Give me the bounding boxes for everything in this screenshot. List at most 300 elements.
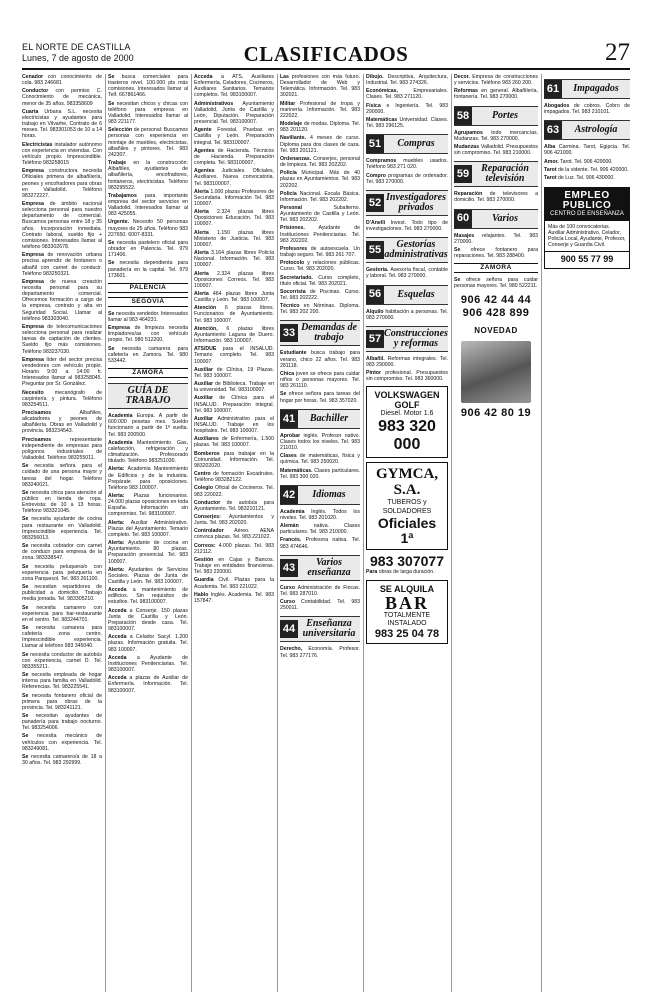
display-ad	[366, 386, 448, 458]
classified-ad: Conductor con permiso C. Conocimiento de mecánica, menor de 35 años. 983358609	[22, 88, 102, 107]
classified-ad: Alerta: Auxiliar Administrativo. Plazas del Ayuntamiento. Temario completo. Tel. 983 100007.	[108, 519, 188, 538]
classifieds-grid	[22, 74, 630, 994]
ad-lead-word: Alerta	[194, 209, 209, 216]
empleo-publico-ad	[544, 187, 630, 269]
classified-ad: Alerta 464 plazas libres Junta Castilla y León. Tel. 983 100007.	[194, 291, 274, 304]
classified-ad: Aprobar inglés. Profesor nativo. Clases todos los niveles. Tel. 983 211010.	[280, 432, 360, 452]
classified-ad: Cuarta Urbana S.L. necesita electricistas y ayudantes para trabajo en Vilvarhe, Contrato de 6 meses. Tel. 983301053 de 10 a 14 horas.	[22, 108, 102, 140]
section-name: Construcciones y reformas	[384, 327, 448, 349]
classified-ad: Reparación de televisores a domicilio. Tel. 983 270000.	[454, 191, 538, 204]
ad-lead-word: Acceda	[108, 675, 127, 682]
classified-ad: Academia Mantenimiento. Gas, calefacción, refrigeración y climatización. Profesorado titulado. Teléfono 983251030.	[108, 439, 188, 465]
section-header	[280, 616, 360, 642]
classified-ad: Empresa líder del sector precisa vendedores con vehículo propio. Horario 9:00 a 14:00 h. Interesados llamar al 983258045. Preguntar por Sr. González.	[22, 356, 102, 388]
section-number: 59	[454, 165, 472, 183]
ad-lead-word: Se	[22, 692, 29, 699]
classified-ad: Se necesita vendedor. Interesados llamar al 983 464231.	[108, 310, 188, 323]
section-name: Idiomas	[312, 488, 346, 500]
city-heading: ZAMORA	[108, 368, 188, 378]
ad-lead-word: Precisamos	[22, 436, 52, 443]
ad-lead-word: Acceda	[108, 654, 127, 661]
classified-ad: Económicas, Empresariales. Clases. Tel. 983 271120.	[366, 88, 448, 101]
display-ad-line: 983 320 000	[378, 418, 436, 454]
ad-lead-word: Centro	[194, 471, 211, 478]
classified-ad: Militar Profesional de tropa y marinería. Información. Tel. 983 222022.	[280, 100, 360, 119]
ad-body: Más de 100 convocatorias. Auxiliar Administrativo, Celador, Policía Local, Ayudante, Profesor, Conserje y Guardia Civil.	[548, 224, 626, 249]
classified-ad: Pintor profesional. Presupuestos sin compromiso. Tel. 983 360000.	[366, 370, 448, 383]
ad-subtitle: CENTRO DE ENSEÑANZA	[550, 211, 624, 218]
display-ad-line: VOLKSWAGEN GOLF	[374, 390, 440, 411]
classified-ad: Se necesita chica para atención al público en tienda de ropa. Entrevista: de 10 a 13 horas. Teléfono 983321045.	[22, 489, 102, 515]
ad-lead-word: Policía	[280, 170, 297, 177]
section-header	[454, 106, 538, 126]
section-header	[366, 285, 448, 305]
classified-ad: Policía Municipal. Más de 40 plazas en Ayuntamientos. Tel. 983 202202.	[280, 170, 360, 189]
classified-ad: Socorrista de Piscinas. Curso. Tel. 983 202222.	[280, 288, 360, 301]
ad-lead-word: Clases	[280, 453, 297, 460]
ad-lead-word: Empresa	[22, 168, 44, 175]
ad-lead-word: Empresa	[22, 200, 44, 207]
ad-lead-word: Reformas	[454, 88, 478, 95]
ad-lead-word: Francés.	[280, 537, 302, 544]
section-number: 58	[454, 107, 472, 125]
section-name: Astrología	[574, 124, 618, 136]
classified-ad: Clases de matemáticas, física y química. Tel. 983 250020.	[280, 453, 360, 466]
classified-ad: Hablo Inglés. Academia. Tel. 983 157847.	[194, 591, 274, 604]
display-ad-line: Oficiales 1ª	[377, 515, 437, 547]
classified-ad: Guardia Civil. Plazas para la Academia. Tel. 983 221022.	[194, 577, 274, 590]
display-ad	[366, 580, 448, 644]
ad-lead-word: Atención,	[194, 325, 218, 332]
ad-lead-word: D'Anelli	[366, 219, 386, 226]
classified-ad: Agrupamos todo mercancías. Mudanzas. Tel. 983 270000.	[454, 129, 538, 142]
ad-lead-word: Se	[280, 391, 287, 398]
classified-ad: Se necesita señora para el cuidado de una persona mayor y tareas del hogar. Teléfono 983240021.	[22, 463, 102, 488]
display-ad-line: 983 25 04 78	[374, 627, 440, 640]
classified-ad: Compro programas de ordenador. Tel. 983 270000.	[366, 172, 448, 185]
classified-ad: Compramos muebles usados. Teléfono 983 271 020.	[366, 158, 448, 171]
column-1	[22, 74, 102, 992]
ad-lead-word: Curso	[280, 584, 295, 591]
classified-ad: Auxiliar de Clínica para el INSALUD. Preparación integral. Tel. 983 100007.	[194, 395, 274, 414]
classified-ad: Trabajamos para importante empresa del sector servicios en Valladolid. Interesados llamar al 983 425055.	[108, 192, 188, 218]
section-number: 55	[366, 241, 384, 259]
classified-ad: Alerta: Plazas funcionarios. 24.000 plazas oposiciones en toda España. Información sin compromiso. Tel. 983100007.	[108, 492, 188, 518]
classified-ad: Se necesita camarera para cafetería en Zamora. Tel. 980 533442.	[108, 345, 188, 364]
classified-ad: ATS/DUE para el INSALUD. Temario completo. Tel. 983 100007.	[194, 346, 274, 365]
classified-ad: Controlador Aéreo. AENA convoca plazas. Tel. 983 221022.	[194, 528, 274, 541]
ad-lead-word: Alba	[544, 144, 556, 151]
ad-lead-word: Masajes	[454, 232, 475, 239]
section-name: Bachiller	[309, 412, 349, 424]
classified-ad: Cenador con conocimiento de cola. 983 246681	[22, 74, 102, 87]
ad-lead-word: Curso	[280, 599, 295, 606]
ad-lead-word: Matemáticas	[366, 116, 398, 123]
ad-lead-word: Amor.	[544, 158, 559, 165]
ad-lead-word: Técnico	[280, 303, 300, 310]
classified-ad: Amor. Tarot. Tel. 906 429000.	[544, 158, 613, 165]
city-heading: PALENCIA	[108, 283, 188, 293]
section-header	[544, 120, 630, 140]
column-6	[454, 74, 538, 992]
ad-lead-word: Trabajamos	[108, 192, 137, 199]
section-header	[366, 190, 448, 216]
ad-lead-word: Bomberos	[194, 450, 220, 457]
ad-lead-word: Se	[22, 651, 29, 658]
ad-lead-word: Alerta:	[108, 566, 125, 573]
classified-ad: Derecho, Economía. Profesor. Tel. 983 277176.	[280, 646, 360, 659]
section-name: Varios enseñanza	[307, 556, 351, 578]
section-number: 52	[366, 194, 384, 212]
display-ad-line: GYMCA, S.A.	[375, 466, 439, 499]
ad-lead-word: Alerta:	[108, 492, 125, 499]
classified-ad: Conserjes: Ayuntamientos y Junta. Tel. 983 202020.	[194, 514, 274, 527]
ad-lead-word: Auxiliares	[194, 436, 219, 443]
classified-ad: Urgente. Necesito 50 personas mayores de 25 años. Teléfono 983 227650. 6007-8331.	[108, 219, 188, 238]
ad-lead-word: ATS/DUE	[194, 346, 217, 353]
ad-lead-word: Alerta	[194, 188, 209, 195]
ad-lead-word: Profesores	[280, 245, 308, 252]
paper-name: EL NORTE DE CASTILLA	[22, 42, 131, 52]
ad-lead-word: Selección	[108, 127, 133, 134]
ad-lead-word: Tarot	[544, 174, 557, 181]
classified-ad: Se necesita pastelero oficial para obrador en Palencia. Tel. 979 171406.	[108, 239, 188, 259]
ad-lead-word: Agentes	[194, 168, 215, 175]
ad-lead-word: Reparación	[454, 191, 483, 198]
phone-line-ad	[454, 324, 538, 420]
classified-ad: Técnico en Nóminas. Diploma. Tel. 983 202 200.	[280, 303, 360, 316]
ad-lead-word: Auxiliar	[194, 395, 214, 402]
ad-lead-word: Decor.	[454, 74, 470, 80]
section-header	[280, 409, 360, 429]
ad-lead-word: Se	[22, 672, 29, 679]
classified-ad: Las profesiones con más futuro. Desarrollador de Web y Telemática. Información. Tel. 983 302021.	[280, 74, 360, 99]
section-number: 44	[280, 620, 298, 638]
classified-ad: Tarot de la vidente. Tel. 906 420000.	[544, 166, 629, 173]
column-divider	[541, 74, 542, 992]
classified-ad: Bomberos para trabajar en la Comunidad. Información. Tel. 983202020.	[194, 450, 274, 469]
classified-ad: Física e Ingeniería. Tel. 983 290000.	[366, 102, 448, 115]
ad-lead-word: Abogados	[544, 103, 570, 109]
classified-ad: Se necesita conductor de autobús con experiencia, carnet D. Tel. 983355211.	[22, 651, 102, 670]
display-ad-line: TUBEROS y SOLDADORES	[382, 499, 432, 516]
ad-lead-word: Gestión	[194, 556, 214, 563]
section-name: Investigadores privados	[386, 191, 446, 213]
masthead	[22, 6, 630, 72]
ad-lead-word: Se	[454, 277, 461, 284]
classified-ad: Se necesitan ayudantes de panadería para trabajo nocturno. Tel. 983254006.	[22, 713, 102, 732]
ad-lead-word: Alquilo	[366, 308, 384, 315]
ad-lead-word: Modelaje	[280, 121, 303, 128]
section-name: Gestorías administrativas	[384, 239, 448, 261]
ad-lead-word: Económicas,	[366, 88, 399, 95]
phone-number: 906 428 899	[462, 306, 530, 319]
ad-lead-word: Academia	[108, 413, 133, 420]
classified-ad: Naviliante. 4 meses de curso. Diploma para dos clases de caza. Tel. 983 201121.	[280, 135, 360, 154]
section-name: Reparación televisión	[481, 163, 529, 185]
ad-lead-word: Se	[22, 516, 29, 523]
classified-ad: Francés. Profesora nativa. Tel. 983 474646.	[280, 537, 360, 550]
classified-ad: Acceda a Conserje. 150 plazas Junta de Castilla y León. Preparación desde casa. Tel. 983100007.	[108, 607, 188, 633]
section-header	[108, 383, 188, 409]
ad-lead-word: Alerta	[194, 250, 209, 257]
classified-ad: Se necesitan repartidores de publicidad a domicilio. Trabajo media jornada. Tel. 983305210.	[22, 584, 102, 603]
ad-lead-word: Urgente.	[108, 219, 130, 226]
ad-lead-word: Se	[108, 345, 115, 352]
ad-lead-word: Se	[108, 310, 115, 317]
section-name: GUÍA DE TRABAJO	[125, 385, 171, 407]
classified-ad: Se necesita empleada de hogar interna para familia en Valladolid. Referencias. Tel. 983225541.	[22, 672, 102, 691]
classified-ad: Administrativos Ayuntamiento Valladolid, Junta de Castilla y León, Diputación. Preparación presencial. Tel. 983100007.	[194, 100, 274, 126]
classified-ad: Auxiliar de Clínica, 19 Plazas. Tel. 983 100007.	[194, 366, 274, 379]
phone-number: 906 42 44 44	[460, 293, 532, 306]
ad-lead-word: Se	[108, 100, 115, 107]
ad-lead-word: Se	[108, 74, 115, 80]
ad-lead-word: Acceda	[108, 634, 127, 641]
ad-lead-word: Alemán	[280, 523, 299, 530]
ad-lead-word: Se	[108, 260, 115, 267]
ad-lead-word: Tarot	[544, 166, 557, 173]
classified-ad: Matemáticas. Clases particulares. Tel. 983 300 020.	[280, 467, 360, 480]
classified-ad: Acceda a Ayudante de Instituciones Penitenciarias. Tel. 983100007.	[108, 654, 188, 674]
section-header	[366, 134, 448, 154]
ad-lead-word: Conductor	[194, 499, 221, 506]
classified-ad: Empresa de nueva creación necesita personal para su departamento comercial. Ofrecemos formación a cargo de la empresa, contrato y alta en Seguridad Social. Llamar al teléfono 983303040.	[22, 278, 102, 322]
section-name: Enseñanza universitaria	[302, 618, 356, 640]
classified-ad: Acceda a mantenimiento de edificios. Sin requisitos de estudios. Tel. 983100007.	[108, 587, 188, 606]
ad-lead-word: Pintor	[366, 370, 381, 377]
classified-ad: Secretariado. Curso completo, título oficial. Tel. 983 202021.	[280, 274, 360, 287]
column-2	[108, 74, 188, 992]
ad-lead-word: Agente	[194, 127, 212, 134]
classified-ad: Agentes de Hacienda. Técnicos de Hacienda. Preparación completa. Tel. 983100007.	[194, 147, 274, 167]
ad-lead-word: Academia	[280, 508, 305, 515]
ad-heading: NOVEDAD	[474, 325, 518, 335]
classified-ad: Se ofrece fontanero para reparaciones. Tel. 983 288400.	[454, 246, 538, 260]
section-title: CLASIFICADOS	[243, 42, 409, 66]
ad-lead-word: Agentes	[194, 147, 215, 154]
ad-lead-word: Albañil.	[366, 355, 385, 362]
ad-lead-word: Dibujo.	[366, 74, 384, 80]
classified-ad: Se ofrece señora para cuidar personas mayores. Tel. 980 522211.	[454, 277, 538, 290]
ad-lead-word: Conductor	[22, 88, 49, 95]
ad-lead-word: Cuarta	[22, 108, 39, 115]
classified-ad: Colegio Oficial de Cocineros. Tel. 983 220022.	[194, 485, 274, 498]
section-header	[280, 485, 360, 505]
classified-ad: Se necesita dependienta para panadería en la capital. Tel. 979 173601.	[108, 260, 188, 279]
classified-ad: Decor. Empresa de construcciones y servicios. Teléfono 983 260 200.	[454, 74, 538, 87]
ad-lead-word: Empresa	[108, 325, 130, 332]
section-number: 60	[454, 210, 472, 228]
ad-lead-word: Electricistas	[22, 141, 53, 148]
ad-lead-word: Auxiliar	[194, 415, 214, 422]
classified-ad: Empresa de telecomunicaciones selecciona personal para realizar tareas de captación de clientes. Sueldo fijo más comisiones. Teléfono 983237030.	[22, 323, 102, 355]
column-3	[194, 74, 274, 992]
section-number: 43	[280, 559, 298, 577]
classified-ad: Electricistas instalador autónomo con experiencia en viviendas. Con vehículo propio. Imprescindible. Teléfono 983258015	[22, 141, 102, 167]
classified-ad: Alerta 2.324 plazas libres Oposiciones Educación. Tel. 983 100007.	[194, 209, 274, 228]
classified-ad: Se ofrece señora para tareas del hogar por horas. Tel. 983 357020.	[280, 391, 360, 404]
ad-lead-word: Se	[22, 584, 29, 591]
ad-lead-word: Auxiliar	[194, 366, 214, 373]
ad-lead-word: Se	[22, 713, 29, 719]
ad-lead-word: Alerta	[194, 291, 209, 297]
classified-ad: Se necesita cobrador con carnet de conducir para empresa de la zona. 983338547.	[22, 543, 102, 562]
ad-lead-word: Gestoría.	[366, 267, 389, 274]
ad-lead-word: Empresa	[22, 278, 44, 285]
classified-ad: Agente Forestal. Pruebas en Castilla y León. Preparación integral. Tel. 983100007.	[194, 127, 274, 146]
classified-ad: Masajes relajantes. Tel. 983 270000.	[454, 232, 538, 245]
ad-title: EMPLEO PUBLICO	[562, 190, 612, 212]
display-ad-line: BAR	[384, 592, 429, 613]
section-header	[454, 209, 538, 229]
column-5	[366, 74, 448, 992]
classified-ad: Modelaje de modas. Diploma. Tel. 983 201120.	[280, 121, 360, 134]
ad-lead-word: Se	[22, 753, 29, 760]
ad-lead-word: Atención	[194, 305, 217, 312]
classified-ad: Para obras de larga duración.	[366, 569, 435, 576]
ad-lead-word: Alerta	[194, 229, 209, 236]
ad-lead-word: Matemáticas.	[280, 467, 313, 474]
classified-ad: Atención 6 plazas libres. Funcionarios de Ayuntamiento. Tel. 983 100007.	[194, 305, 274, 324]
classified-ad: Alerta 3.164 plazas libres Policía Nacional. Información. Tel. 983 100007.	[194, 250, 274, 269]
ad-lead-word: Policía	[280, 190, 297, 197]
section-number: 33	[280, 324, 298, 342]
ad-lead-word: Derecho,	[280, 646, 303, 653]
ad-lead-word: Acceda	[108, 607, 127, 614]
section-header	[454, 161, 538, 187]
column-divider	[191, 74, 192, 992]
display-ad-phone: 983 307077	[370, 553, 444, 570]
classified-ad: Atención, 6 plazas libres Ayuntamiento Laguna de Duero. Información. 983 100007.	[194, 325, 274, 345]
ad-lead-word: Militar	[280, 100, 296, 107]
classified-ad: Academia Europa. A partir de 600.000 pesetas mes. Sueldo funcionario a partir de 1ª vuelta. Tel. 983 200500.	[108, 413, 188, 438]
classified-ad: Gestión en Cajas y Bancos. Trabaje en entidades financieras. Tel. 983 220000.	[194, 556, 274, 576]
ad-lead-word: Correos:	[194, 542, 216, 549]
section-number: 51	[366, 135, 384, 153]
masthead-rule	[22, 68, 630, 70]
classified-ad: Albañil. Reformas integrales. Tel. 983 290000.	[366, 355, 448, 368]
classified-ad: Acceda a ATS, Auxiliares Enfermería, Celadores, Cocineros, Auxiliares Sanitarios. Temarios completos. Tel. 983100007.	[194, 74, 274, 99]
classified-ad: Se necesita camarera para cafetería zona centro. Imprescindible experiencia. Llamar al teléfono 983 345040.	[22, 624, 102, 650]
section-name: Impagados	[573, 83, 619, 94]
display-ad-line: SE ALQUILA	[379, 583, 435, 594]
ad-lead-word: Chica	[280, 370, 295, 377]
phone-number: 906 42 80 19	[460, 406, 532, 419]
ad-lead-word: Alerta:	[108, 540, 125, 547]
ad-photo	[461, 341, 531, 403]
section-header	[280, 555, 360, 581]
ad-lead-word: Alerta:	[108, 466, 125, 473]
ad-lead-word: Trabaje	[108, 160, 127, 167]
classified-ad: Se necesita mecánico de vehículos con experiencia. Tel. 983249081.	[22, 733, 102, 752]
classified-ad: Necesito mecanógrafo de carpintería y pintura. Teléfono 983254511.	[22, 389, 102, 408]
classified-ad: Academia Inglés. Todos los niveles. Tel. 983 201020.	[280, 508, 360, 521]
section-number: 56	[366, 286, 384, 304]
ad-lead-word: Acceda	[108, 587, 127, 594]
ad-lead-word: Se	[22, 604, 29, 611]
section-name: Varios	[491, 212, 519, 224]
phone-line-ad	[454, 294, 538, 320]
section-number: 42	[280, 486, 298, 504]
display-ad-line: Diesel. Motor 1.6	[380, 410, 434, 418]
classified-ad: Alemán nativa. Clases particulares. Tel. 983 210000.	[280, 523, 360, 536]
classified-ad: Centro de formación Escadrutes. Teléfono 983282122.	[194, 471, 274, 484]
classified-ad: Curso Contabilidad. Tel. 983 250011.	[280, 599, 360, 612]
classified-ad: Gestoría. Asesoría fiscal, contable y laboral. Tel. 983 270000.	[366, 267, 448, 280]
section-header	[366, 326, 448, 352]
ad-lead-word: Socorrista	[280, 288, 306, 295]
classified-ad: Curso Administración de Fincas. Tel. 983 287010.	[280, 584, 360, 597]
display-ad	[366, 462, 448, 550]
classified-ad: Prisiones. Ayudante de Instituciones Penitenciarias. Tel. 983 202202.	[280, 225, 360, 244]
ad-lead-word: Para	[366, 569, 378, 576]
section-name: Demandas de trabajo	[301, 322, 357, 344]
ad-lead-word: Auxiliar	[194, 381, 214, 388]
ad-phone: 900 55 77 99	[545, 251, 629, 268]
classified-ad: Alquilo habitación a personas. Tel. 983 270000.	[366, 308, 448, 321]
ad-header	[545, 188, 629, 221]
city-heading: ZAMORA	[454, 263, 538, 273]
ad-lead-word: Se	[454, 246, 461, 253]
column-divider	[277, 74, 278, 992]
classified-ad: Alerta: Academia Mantenimiento de Edificios y de la industria. Prepárate para oposiciones. Teléfono 983 100007.	[108, 466, 188, 491]
classified-ad: Auxiliar de Biblioteca. Trabaje en la universidad. Tel. 983100007.	[194, 381, 274, 394]
classified-ad: Correos: 4.000 plazas. Tel. 983 212112.	[194, 542, 274, 555]
classified-ad: Matemáticas Universidad. Clases. Tel. 983 296125.	[366, 116, 448, 130]
classified-ad: Tarot de Luz. Tel. 906 430000.	[544, 174, 615, 181]
classified-ad: Alba Carmina. Tarot, Egipcia. Tel. 906 421000.	[544, 144, 630, 157]
section-header	[280, 320, 360, 346]
classified-ad: Precisamos Albañiles, alicatadores y peones de albañilería. Obras en Valladolid y provincia. 983234543.	[22, 409, 102, 435]
ad-lead-word: Cenador	[22, 74, 44, 80]
page-number: 27	[605, 39, 630, 66]
ad-lead-word: Se	[22, 489, 29, 496]
classified-ad: Se necesitan chicos y chicas con teléfono para empresa en Valladolid. Interesados llamar al 983 221177.	[108, 100, 188, 126]
ad-lead-word: Estudiante	[280, 350, 307, 357]
ad-lead-word: Conserjes:	[194, 514, 221, 520]
classified-ad: Se necesita fontanero oficial de primera para obras de la provincia. Tel. 983241121.	[22, 692, 102, 711]
ad-lead-word: Física	[366, 102, 381, 109]
classified-ad: Acceda a Celador Sacyl. 1.200 plazas. Información gratuita. Tel. 983 100007.	[108, 634, 188, 653]
ad-lead-word: Acceda	[194, 74, 213, 80]
ad-lead-word: Se	[22, 543, 29, 550]
section-number: 63	[544, 121, 562, 139]
ad-lead-word: Hablo	[194, 591, 209, 598]
classified-ad: Personal Subalterno. Ayuntamiento de Castilla y León. Tel. 983 202202.	[280, 204, 360, 224]
classified-ad: Precisamos representante independiente de empresas para polígonos industriales de Valladolid. Teléfono 983255011.	[22, 436, 102, 462]
ad-lead-word: Empresa	[22, 252, 44, 259]
column-divider	[451, 74, 452, 992]
ad-lead-word: Personal	[280, 204, 302, 211]
ad-lead-word: Se	[22, 624, 29, 631]
classified-ad: Se necesita camarero con experiencia para bar-restaurante en el centro. Tel. 983244701.	[22, 604, 102, 623]
ad-lead-word: Academia	[108, 439, 133, 446]
classified-ad: Ordenanzas. Conserjes, personal de limpieza. Tel. 983 202202.	[280, 155, 360, 169]
classified-ad: Mudanzas Valladolid. Presupuestos sin compromiso. Tel. 983 210000.	[454, 143, 538, 157]
issue-date: Lunes, 7 de agosto de 2000	[22, 53, 134, 63]
ad-lead-word: Precisamos	[22, 409, 52, 416]
ad-lead-word: Guardia	[194, 577, 214, 584]
classified-ad: Se necesita peluquera/o con experiencia para peluquería en zona Parquesol. Tel. 983 261100.	[22, 563, 102, 582]
classified-ad: Trabaje en la construcción: Albañiles, ayudantes de albañilería, encofradores, fontaneros, electricistas. Teléfono 983295522.	[108, 160, 188, 191]
ad-lead-word: Alerta	[194, 270, 209, 277]
ad-lead-word: Empresa	[22, 356, 44, 363]
classified-ad: Alerta 1.000 plazas Profesores de Secundaria. Información Tel. 983 100007.	[194, 188, 274, 207]
ad-lead-word: Compro	[366, 172, 386, 179]
ad-lead-word: Agrupamos	[454, 129, 483, 136]
classified-ad: Empresa constructora necesita Ofiiciales primera de albañilería, peones y encofradores para obras en Valladolid. Teléfono 983272227.	[22, 168, 102, 199]
